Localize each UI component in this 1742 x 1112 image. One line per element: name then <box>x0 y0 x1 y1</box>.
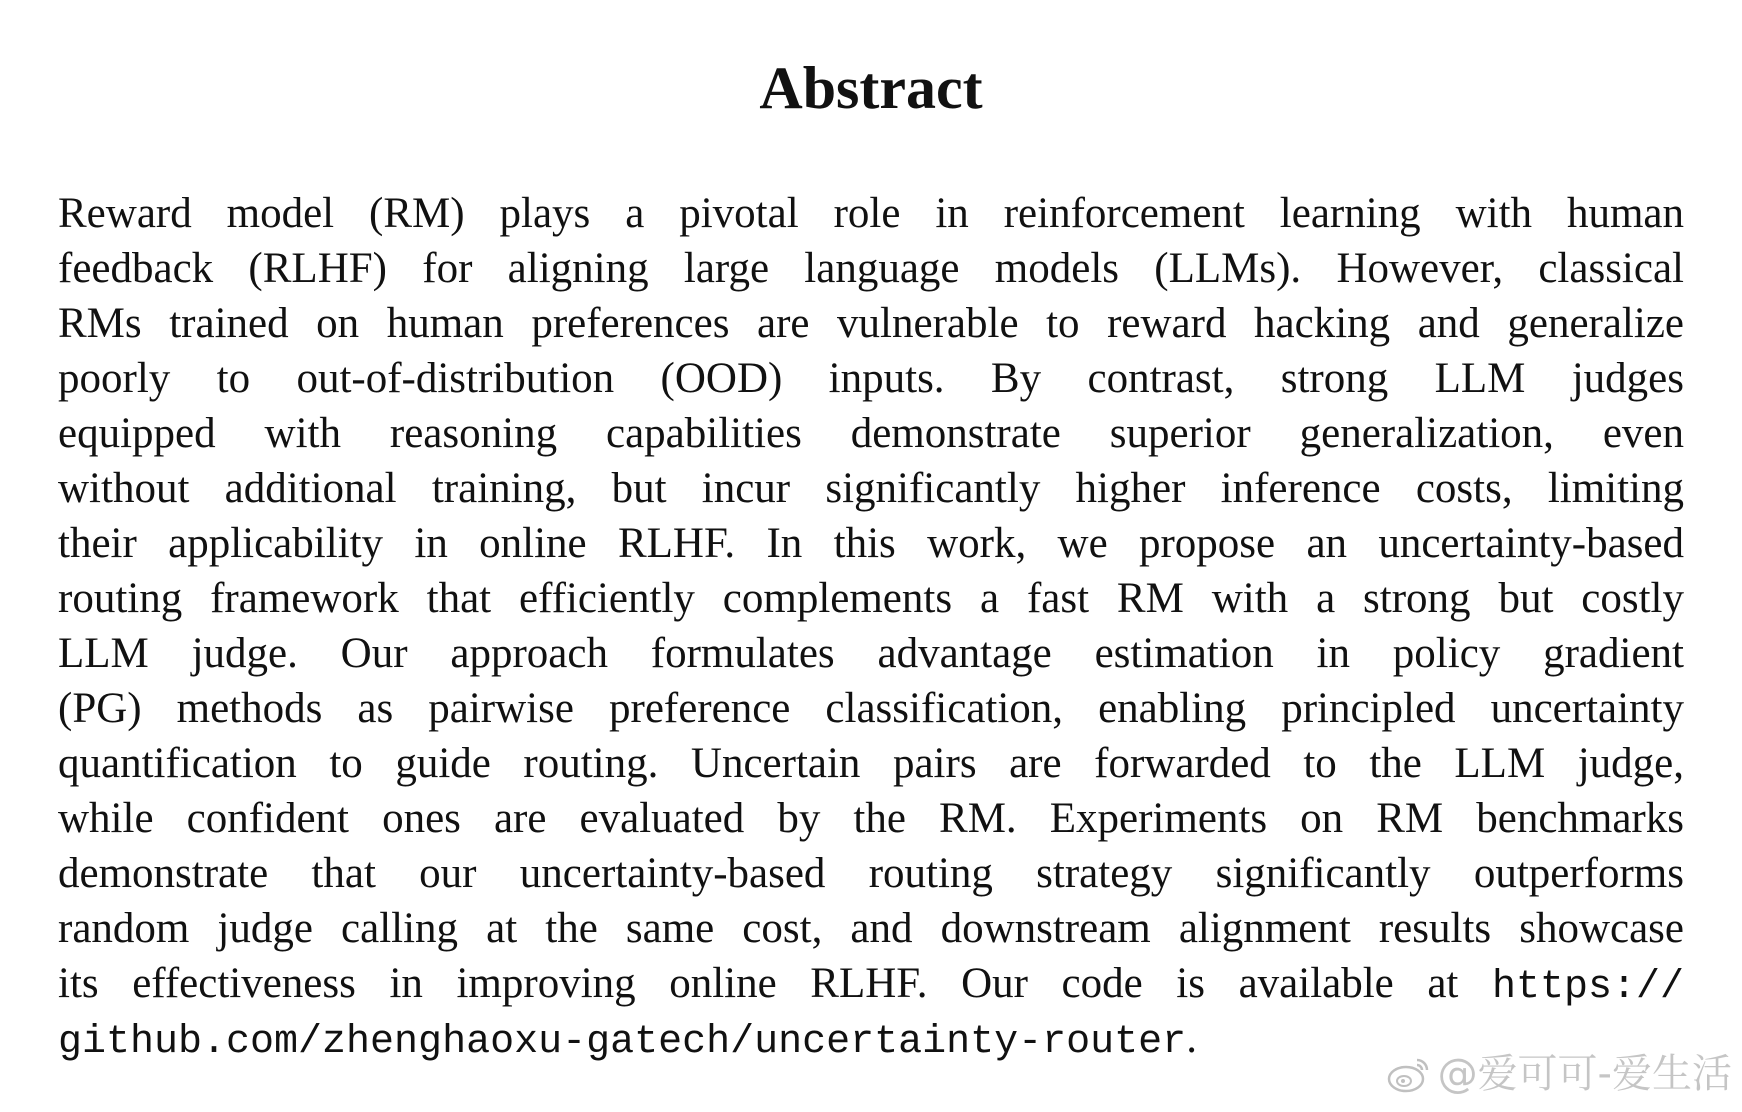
abstract-title: Abstract <box>759 55 983 121</box>
abstract-line: equipped with reasoning capabilities demonstrate superior generalization, even <box>58 410 1684 457</box>
watermark <box>1386 1050 1732 1098</box>
abstract-line: feedback (RLHF) for aligning large language models (LLMs). However, classical <box>58 245 1684 292</box>
abstract-line: their applicability in online RLHF. In this work, we propose an uncertainty-based <box>58 520 1684 567</box>
abstract-line-text: its effectiveness in improving online RLHF. Our code is available at <box>58 960 1459 1007</box>
weibo-icon <box>1386 1054 1432 1094</box>
abstract-line: random judge calling at the same cost, and downstream alignment results showcase <box>58 905 1684 952</box>
abstract-line: while confident ones are evaluated by the RM. Experiments on RM benchmarks <box>58 795 1684 842</box>
abstract-line: without additional training, but incur significantly higher inference costs, limiting <box>58 465 1684 512</box>
abstract-line: routing framework that efficiently complements a fast RM with a strong but costly <box>58 575 1684 622</box>
code-url-link-part1[interactable]: https:// <box>1491 965 1685 1010</box>
abstract-line: LLM judge. Our approach formulates advantage estimation in policy gradient <box>58 630 1684 677</box>
period: . <box>1186 1015 1197 1062</box>
abstract-line: RMs trained on human preferences are vulnerable to reward hacking and generalize <box>58 300 1684 347</box>
abstract-line-with-link <box>58 956 1684 1011</box>
abstract-line: Reward model (RM) plays a pivotal role in reinforcement learning with human <box>58 190 1684 237</box>
abstract-line: quantification to guide routing. Uncertain pairs are forwarded to the LLM judge, <box>58 740 1684 787</box>
abstract-body <box>58 186 1684 1066</box>
code-url-link-part2[interactable]: github.com/zhenghaoxu-gatech/uncertainty-router <box>58 1020 1187 1065</box>
abstract-line: poorly to out-of-distribution (OOD) inputs. By contrast, strong LLM judges <box>58 355 1684 402</box>
abstract-line: demonstrate that our uncertainty-based routing strategy significantly outperforms <box>58 850 1684 897</box>
watermark-text: @爱可可-爱生活 <box>1437 1051 1732 1097</box>
abstract-line: (PG) methods as pairwise preference classification, enabling principled uncertainty <box>58 685 1684 732</box>
